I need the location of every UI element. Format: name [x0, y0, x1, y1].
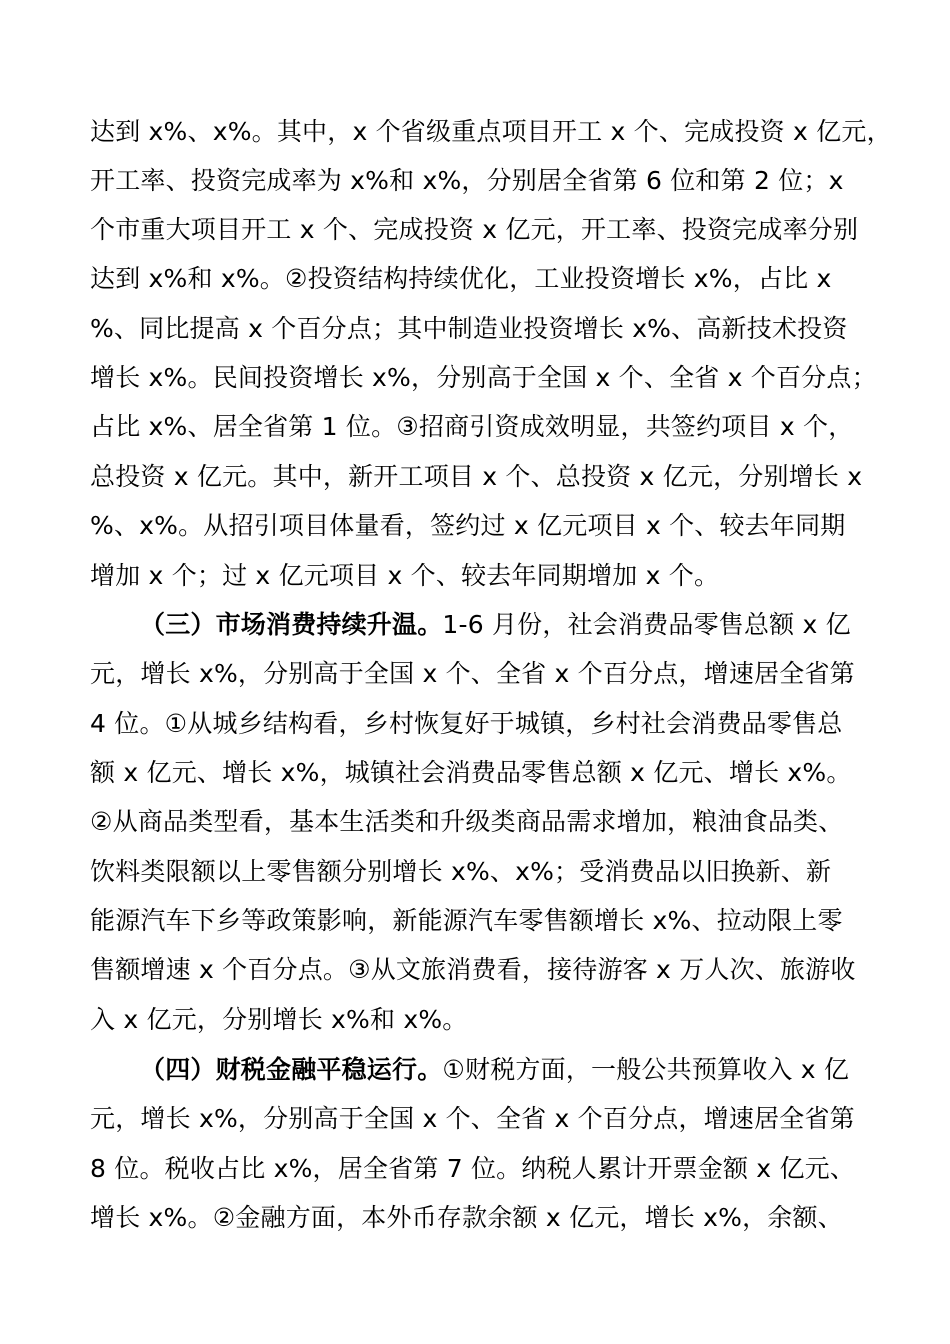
- text-line: 占比 x%、居全省第 1 位。③招商引资成效明显，共签约项目 x 个，: [90, 412, 854, 441]
- section-3-first-line: [140, 610, 851, 640]
- text-line: 入 x 亿元，分别增长 x%和 x%。: [90, 1005, 468, 1034]
- text-line: 增长 x%。②金融方面，本外币存款余额 x 亿元，增长 x%，余额、: [90, 1203, 843, 1232]
- text-line: 4 位。①从城乡结构看，乡村恢复好于城镇，乡村社会消费品零售总: [90, 709, 843, 738]
- text-line: 增加 x 个；过 x 亿元项目 x 个、较去年同期增加 x 个。: [90, 561, 720, 590]
- section-3-heading: （三）市场消费持续升温。: [140, 610, 443, 639]
- text-line: %、x%。从招引项目体量看，签约过 x 亿元项目 x 个、较去年同期: [90, 511, 846, 540]
- text-line: 售额增速 x 个百分点。③从文旅消费看，接待游客 x 万人次、旅游收: [90, 955, 856, 984]
- text-line: %、同比提高 x 个百分点；其中制造业投资增长 x%、高新技术投资: [90, 314, 848, 343]
- section-4-first-text: ①财税方面，一般公共预算收入 x 亿: [442, 1055, 850, 1084]
- text-line: 饮料类限额以上零售额分别增长 x%、x%；受消费品以旧换新、新: [90, 857, 832, 886]
- text-line: 达到 x%和 x%。②投资结构持续优化，工业投资增长 x%，占比 x: [90, 264, 832, 293]
- text-line: 8 位。税收占比 x%，居全省第 7 位。纳税人累计开票金额 x 亿元、: [90, 1154, 856, 1183]
- section-3-first-text: 1-6 月份，社会消费品零售总额 x 亿: [442, 610, 851, 639]
- text-line: 元，增长 x%，分别高于全国 x 个、全省 x 个百分点，增速居全省第: [90, 659, 855, 688]
- text-line: 能源汽车下乡等政策影响，新能源汽车零售额增长 x%、拉动限上零: [90, 906, 843, 935]
- text-line: 额 x 亿元、增长 x%，城镇社会消费品零售总额 x 亿元、增长 x%。: [90, 758, 852, 787]
- section-4-first-line: [140, 1055, 849, 1085]
- text-line: ②从商品类型看，基本生活类和升级类商品需求增加，粮油食品类、: [90, 807, 844, 836]
- section-4-heading: （四）财税金融平稳运行。: [140, 1055, 443, 1084]
- text-line: 达到 x%、x%。其中，x 个省级重点项目开工 x 个、完成投资 x 亿元，: [90, 117, 892, 146]
- text-line: 开工率、投资完成率为 x%和 x%，分别居全省第 6 位和第 2 位；x: [90, 166, 844, 195]
- text-line: 总投资 x 亿元。其中，新开工项目 x 个、总投资 x 亿元，分别增长 x: [90, 462, 863, 491]
- text-line: 个市重大项目开工 x 个、完成投资 x 亿元，开工率、投资完成率分别: [90, 215, 859, 244]
- text-line: 增长 x%。民间投资增长 x%，分别高于全国 x 个、全省 x 个百分点；: [90, 363, 877, 392]
- text-line: 元，增长 x%，分别高于全国 x 个、全省 x 个百分点，增速居全省第: [90, 1104, 855, 1133]
